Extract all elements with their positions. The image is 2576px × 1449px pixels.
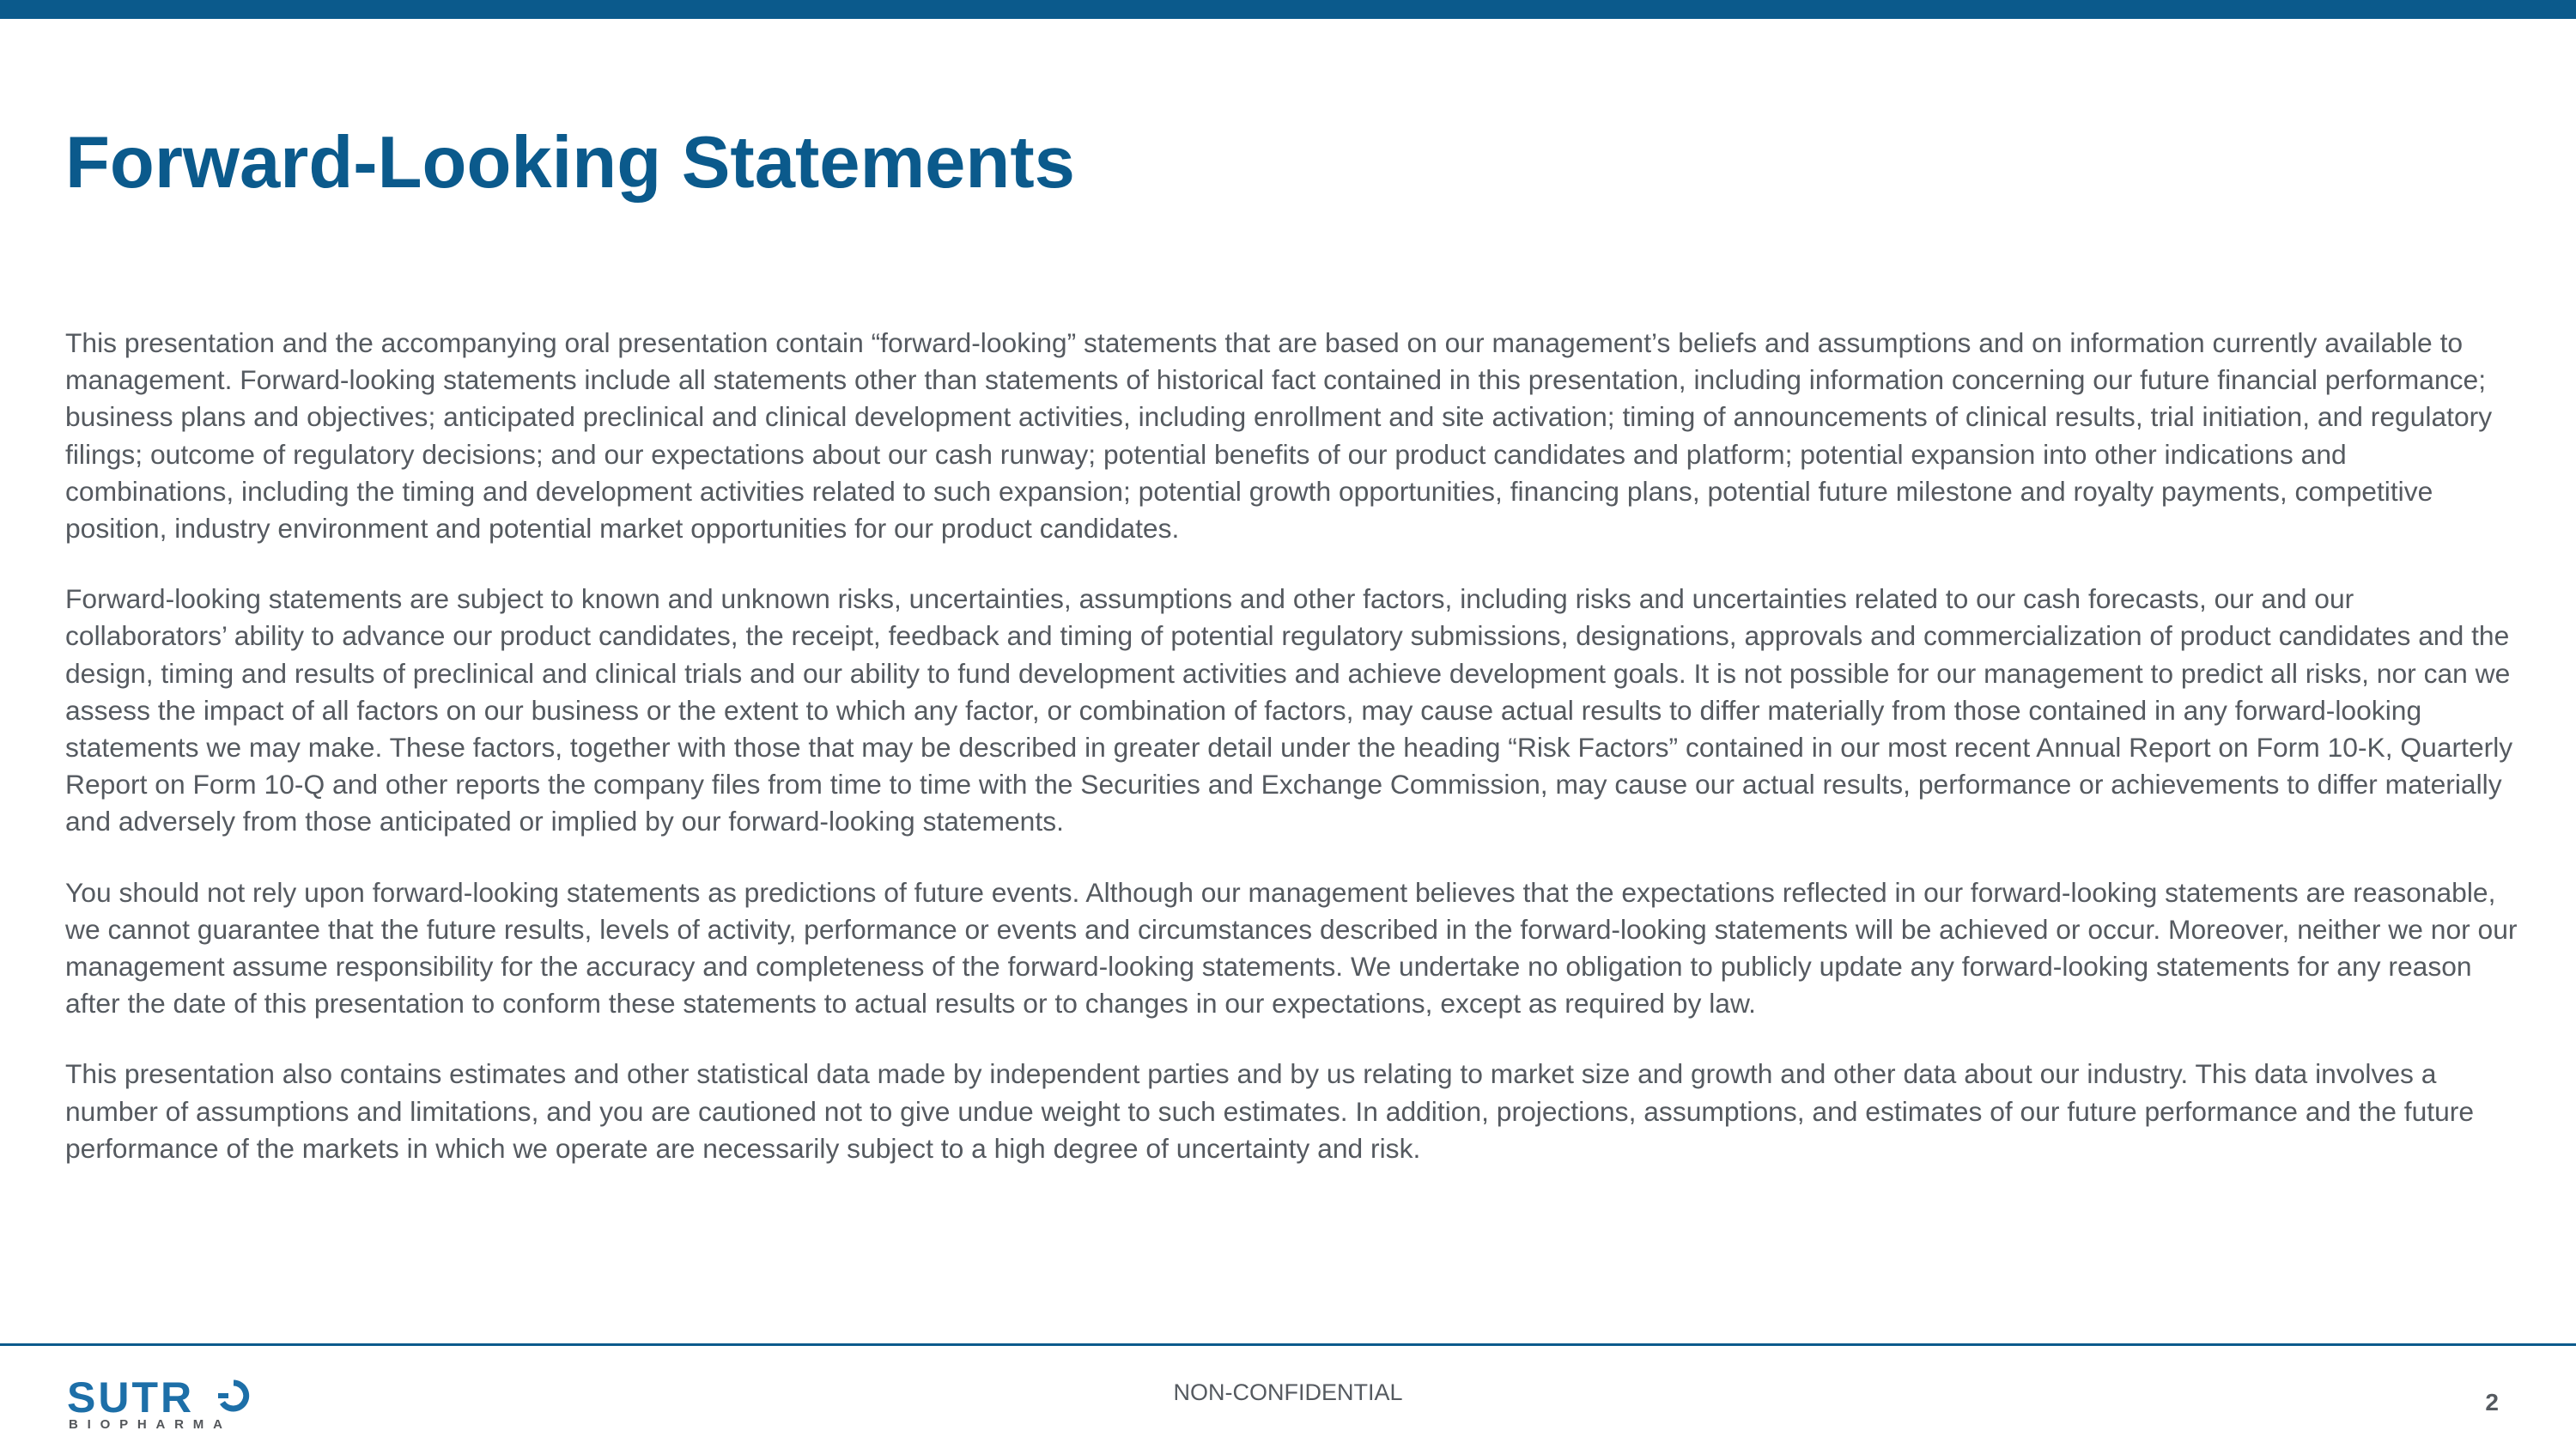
- logo-wordmark: SUTR: [67, 1373, 195, 1422]
- top-accent-bar: [0, 0, 2576, 19]
- page-number: 2: [2485, 1389, 2499, 1416]
- footer-divider: [0, 1343, 2576, 1346]
- logo-subtitle: BIOPHARMA: [69, 1417, 232, 1432]
- logo-o-icon: [215, 1379, 252, 1413]
- sutro-biopharma-logo: [67, 1373, 256, 1432]
- slide-title: Forward-Looking Statements: [65, 122, 1075, 204]
- paragraph-estimates: This presentation also contains estimates and other statistical data made by independent parties and by us relating to market size and growth and other data about our industry. This data involves a number of assumptions and limitations, and you are cautioned not to give undue weight to such estimates. In addition, projections, assumptions, and estimates of our future performance and the future performance of the markets in which we operate are necessarily subject to a high degree of uncertainty and risk.: [65, 1058, 2475, 1164]
- paragraph-reliance: You should not rely upon forward-looking statements as predictions of future events. Although our management believes that the expectations reflected in our forward-looking statements are reasonable, we cannot guarantee that the future results, levels of activity, performance or events and circumstances described in the forward-looking statements will be achieved or occur. Moreover, neither we nor our management assume responsibility for the accuracy and completeness of the forward-looking statements. We undertake no obligation to publicly update any forward-looking statements for any reason after the date of this presentation to conform these statements to actual results or to changes in our expectations, except as required by law.: [65, 876, 2518, 1020]
- paragraph-forward-looking-intro: This presentation and the accompanying oral presentation contain “forward-looking” statements that are based on our management’s beliefs and assumptions and on information currently available to management. Forward-looking statements include all statements other than statements of historical fact contained in this presentation, including information concerning our future financial performance; business plans and objectives; anticipated preclinical and clinical development activities, including enrollment and site activation; timing of announcements of clinical results, trial initiation, and regulatory filings; outcome of regulatory decisions; and our expectations about our cash runway; potential benefits of our product candidates and platform; potential expansion into other indications and combinations, including the timing and development activities related to such expansion; potential growth opportunities, financing plans, potential future milestone and royalty payments, competitive position, industry environment and potential market opportunities for our product candidates.: [65, 327, 2493, 545]
- confidentiality-label: NON-CONFIDENTIAL: [1173, 1379, 1403, 1405]
- paragraph-risks: Forward-looking statements are subject to known and unknown risks, uncertainties, assumptions and other factors, including risks and uncertainties related to our cash forecasts, our and our collaborators’ ability to advance our product candidates, the receipt, feedback and timing of potential regulatory submissions, designations, approvals and commercialization of product candidates and the design, timing and results of preclinical and clinical trials and our ability to fund development activities and achieve development goals. It is not possible for our management to predict all risks, nor can we assess the impact of all factors on our business or the extent to which any factor, or combination of factors, may cause actual results to differ materially from those contained in any forward-looking statements we may make. These factors, together with those that may be described in greater detail under the heading “Risk Factors” contained in our most recent Annual Report on Form 10-K, Quarterly Report on Form 10-Q and other reports the company files from time to time with the Securities and Exchange Commission, may cause our actual results, performance or achievements to differ materially and adversely from those anticipated or implied by our forward-looking statements.: [65, 583, 2513, 837]
- disclaimer-body: [65, 325, 2521, 1201]
